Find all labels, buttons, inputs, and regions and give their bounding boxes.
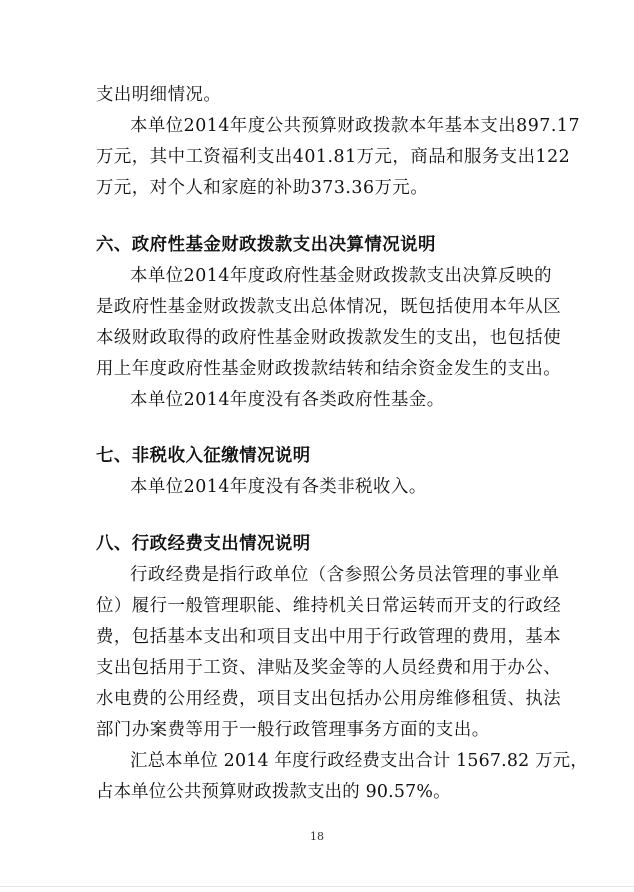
- section-8-para-1-line-1: 行政经费是指行政单位（含参照公务员法管理的事业单: [130, 565, 560, 585]
- section-6-para-1-line-4: 用上年度政府性基金财政拨款结转和结余资金发生的支出。: [96, 359, 562, 379]
- section-6-para-1-line-1: 本单位2014年度政府性基金财政拨款支出决算反映的: [130, 266, 552, 286]
- section-6-para-2: 本单位2014年度没有各类政府性基金。: [130, 390, 445, 410]
- section-8-para-1-line-4: 支出包括用于工资、津贴及奖金等的人员经费和用于办公、: [96, 658, 562, 678]
- section-6-para-1-line-3: 本级财政取得的政府性基金财政拨款发生的支出，也包括使: [96, 328, 562, 348]
- section-8-heading: 八、行政经费支出情况说明: [96, 534, 311, 554]
- section-8-para-2-line-2: 占本单位公共预算财政拨款支出的 90.57%。: [96, 782, 451, 802]
- section-8-para-2-line-1: 汇总本单位 2014 年度行政经费支出合计 1567.82 万元，: [130, 751, 588, 771]
- section-6-heading: 六、政府性基金财政拨款支出决算情况说明: [96, 235, 436, 255]
- section-7-heading: 七、非税收入征缴情况说明: [96, 446, 311, 466]
- intro-tail-line: 支出明细情况。: [96, 85, 222, 105]
- section-8-para-1-line-3: 费，包括基本支出和项目支出中用于行政管理的费用，基本: [96, 627, 562, 647]
- section-7-para-1: 本单位2014年度没有各类非税收入。: [130, 477, 427, 497]
- basic-expense-line-2: 万元，其中工资福利支出401.81万元，商品和服务支出122: [96, 147, 571, 167]
- page-bottom-divider: [0, 886, 634, 887]
- basic-expense-line-1: 本单位2014年度公共预算财政拨款本年基本支出897.17: [130, 116, 581, 136]
- section-6-para-1-line-2: 是政府性基金财政拨款支出总体情况，既包括使用本年从区: [96, 297, 562, 317]
- section-8-para-1-line-2: 位）履行一般管理职能、维持机关日常运转而开支的行政经: [96, 596, 562, 616]
- section-8-para-1-line-6: 部门办案费等用于一般行政管理事务方面的支出。: [96, 720, 490, 740]
- section-8-para-1-line-5: 水电费的公用经费，项目支出包括办公用房维修租赁、执法: [96, 689, 562, 709]
- basic-expense-line-3: 万元，对个人和家庭的补助373.36万元。: [96, 178, 429, 198]
- page-number: 18: [310, 830, 324, 843]
